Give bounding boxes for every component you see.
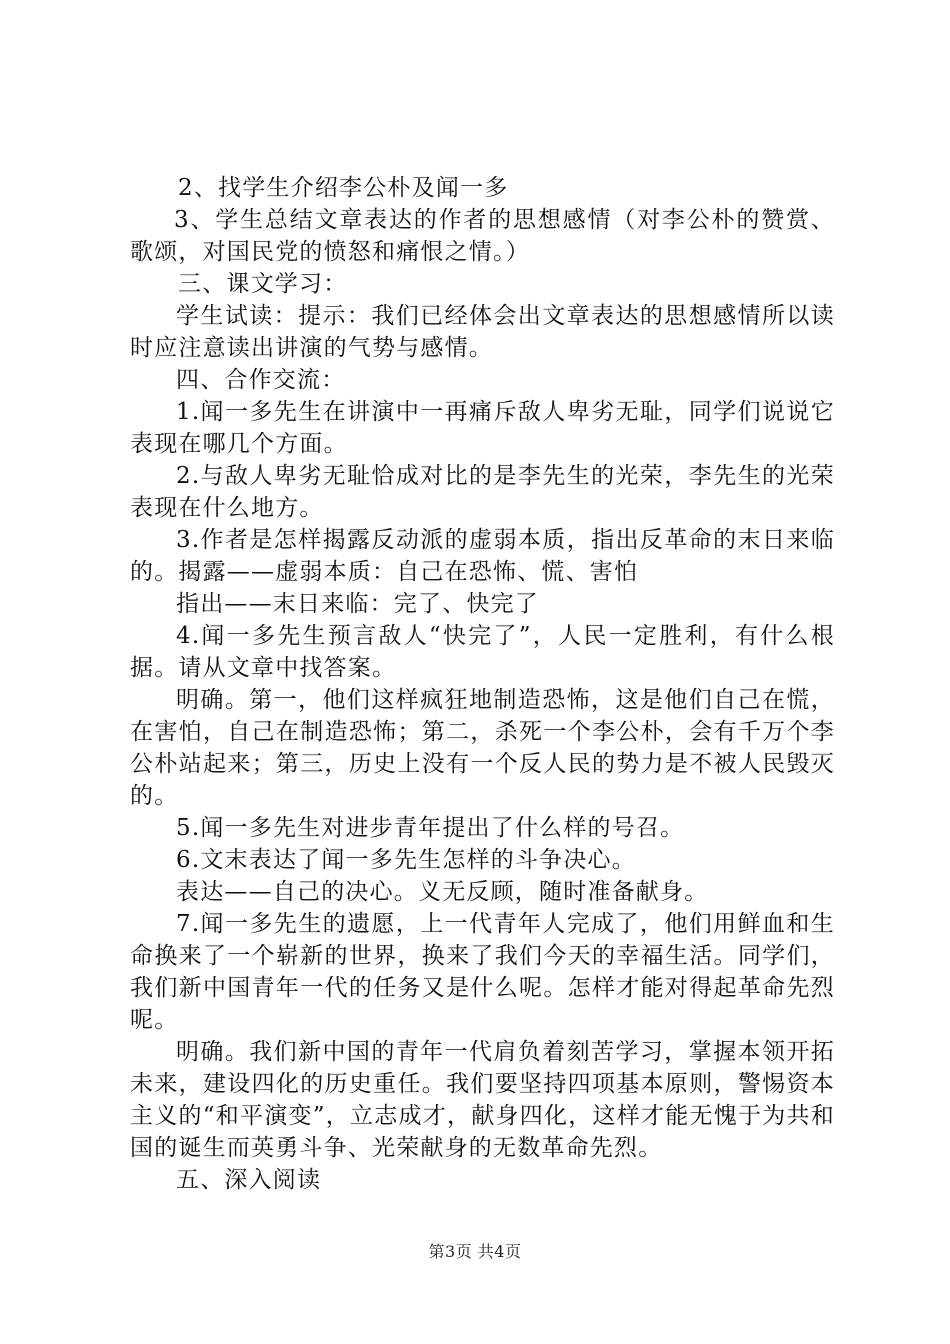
question-4: 4.闻一多先生预言敌人“快完了”，人民一定胜利，有什么根据。请从文章中找答案。: [130, 623, 835, 681]
answer-7: 明确。我们新中国的青年一代肩负着刻苦学习，掌握本领开拓未来，建设四化的历史重任。我们要坚持四项基本原则，警惕资本主义的“和平演变”，立志成才，献身四化，这样才能无愧于为共和国的诞生而英勇斗争、光荣献身的无数革命先烈。: [130, 1039, 835, 1161]
question-6: 6.文末表达了闻一多先生怎样的斗争决心。: [176, 847, 636, 873]
question-7: 7.闻一多先生的遗愿，上一代青年人完成了，他们用鲜血和生命换来了一个崭新的世界，换来了我们今天的幸福生活。同学们，我们新中国青年一代的任务又是什么呢。怎样才能对得起革命先烈呢。: [130, 911, 835, 1033]
paragraph-find-students-intro: 2、找学生介绍李公朴及闻一多: [178, 175, 509, 201]
question-2: 2.与敌人卑劣无耻恰成对比的是李先生的光荣，李先生的光荣表现在什么地方。: [130, 463, 835, 521]
paragraph-student-reading: 学生试读：提示：我们已经体会出文章表达的思想感情所以读时应注意读出讲演的气势与感情。: [130, 303, 835, 361]
section-heading-cooperation: 四、合作交流：: [176, 367, 346, 393]
question-1: 1.闻一多先生在讲演中一再痛斥敌人卑劣无耻，同学们说说它表现在哪几个方面。: [130, 399, 835, 457]
section-heading-text-study: 三、课文学习：: [178, 271, 348, 297]
document-body: [130, 172, 835, 1196]
question-5: 5.闻一多先生对进步青年提出了什么样的号召。: [176, 815, 685, 841]
answer-6: 表达——自己的决心。义无反顾，随时准备献身。: [176, 879, 709, 905]
answer-3-point-out: 指出——末日来临：完了、快完了: [176, 591, 539, 617]
question-3: 3.作者是怎样揭露反动派的虚弱本质，指出反革命的末日来临的。揭露——虚弱本质：自己在恐怖、慌、害怕: [130, 527, 835, 585]
answer-4: 明确。第一，他们这样疯狂地制造恐怖，这是他们自己在慌，在害怕，自己在制造恐怖；第二，杀死一个李公朴，会有千万个李公朴站起来；第三，历史上没有一个反人民的势力是不被人民毁灭的。: [130, 687, 835, 809]
page-footer: [0, 1242, 950, 1262]
page-number-label: 第3页 共4页: [428, 1242, 522, 1261]
paragraph-summarize-feelings: 3、学生总结文章表达的作者的思想感情（对李公朴的赞赏、歌颂，对国民党的愤怒和痛恨之情。）: [130, 207, 835, 265]
section-heading-deep-reading: 五、深入阅读: [176, 1167, 322, 1193]
